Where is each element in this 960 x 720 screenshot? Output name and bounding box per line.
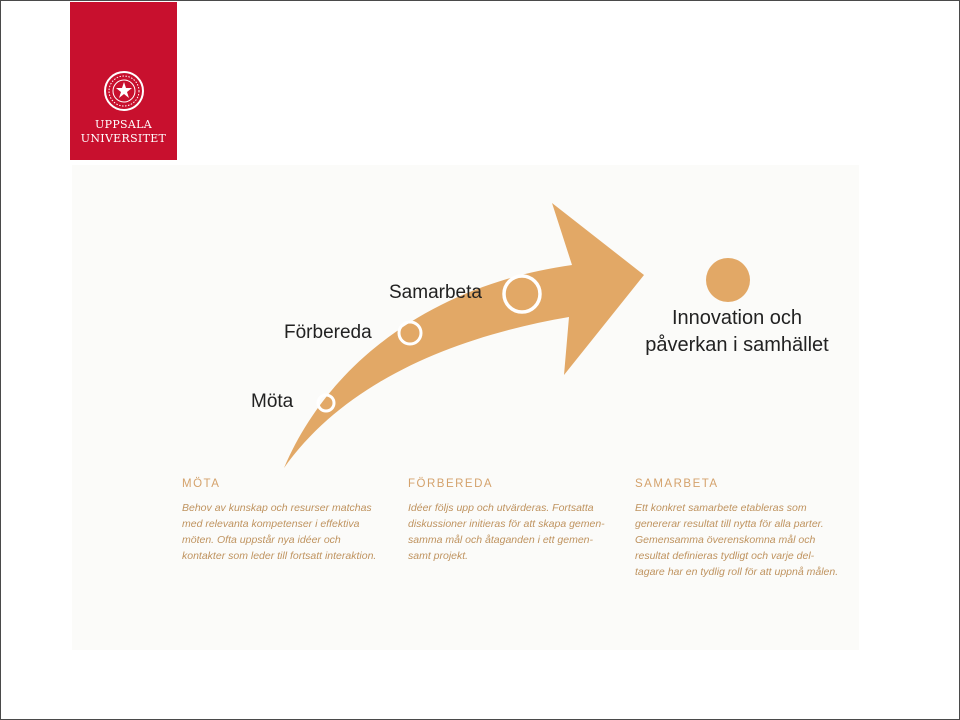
stage-label-mota: Möta xyxy=(251,391,294,412)
university-seal-icon xyxy=(103,70,145,112)
goal-line-1: Innovation och xyxy=(671,307,803,329)
column-line: möten. Ofta uppstår nya idéer och xyxy=(182,534,341,546)
goal-text xyxy=(637,305,837,359)
description-column-forbereda xyxy=(408,478,623,564)
stage-label-samarbeta: Samarbeta xyxy=(389,282,482,303)
description-column-mota xyxy=(182,478,397,564)
column-line: kontakter som leder till fortsatt interaktion. xyxy=(182,550,377,562)
column-line: Gemensamma överenskomna mål och xyxy=(635,534,816,546)
column-body xyxy=(408,500,623,564)
stage-label-forbereda: Förbereda xyxy=(284,322,372,343)
column-line: Idéer följs upp och utvärderas. Fortsatta xyxy=(408,502,594,514)
column-heading: MÖTA xyxy=(182,478,221,490)
university-logo xyxy=(70,2,177,160)
column-heading: FÖRBEREDA xyxy=(408,478,494,490)
logo-text-line-1: UPPSALA xyxy=(95,118,152,131)
column-line: diskussioner initieras för att skapa gemen- xyxy=(408,518,605,530)
column-line: med relevanta kompetenser i effektiva xyxy=(182,518,360,530)
goal-marker xyxy=(706,258,750,302)
goal-line-2: påverkan i samhället xyxy=(645,334,829,356)
column-line: resultat definieras tydligt och varje del- xyxy=(635,550,815,562)
column-line: samma mål och åtaganden i ett gemen- xyxy=(408,534,594,546)
column-line: tagare har en tydlig roll för att uppnå målen. xyxy=(635,566,839,578)
column-body xyxy=(182,500,397,564)
logo-text-line-2: UNIVERSITET xyxy=(80,132,167,145)
column-line: samt projekt. xyxy=(408,550,469,562)
column-heading: SAMARBETA xyxy=(635,478,719,490)
diagram-panel xyxy=(72,165,859,650)
column-body xyxy=(635,500,850,580)
column-line: Behov av kunskap och resurser matchas xyxy=(182,502,372,514)
column-line: Ett konkret samarbete etableras som xyxy=(635,502,807,514)
column-line: genererar resultat till nytta för alla parter. xyxy=(635,518,824,530)
description-column-samarbeta xyxy=(635,478,850,580)
